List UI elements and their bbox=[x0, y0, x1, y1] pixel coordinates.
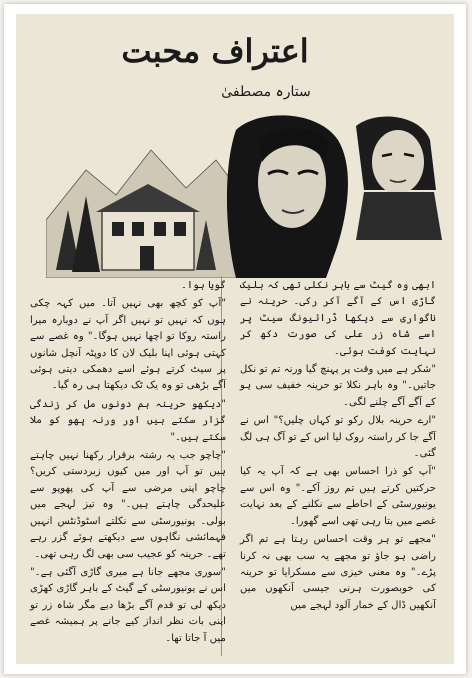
right-column bbox=[240, 278, 436, 658]
paragraph: "دیکھو حرینہ ہم دونوں مل کر زندگی گزار سکتے ہیں اور ورنہ پھو کو ملا سکتے ہیں۔" bbox=[30, 398, 226, 443]
article-body bbox=[30, 278, 444, 658]
photo-frame bbox=[4, 4, 466, 674]
story-header bbox=[16, 14, 454, 284]
paragraph: ابھی وہ گیٹ سے باہر نکلی تھی کہ بلیک گاڑی اس کے آگے آکر رکی۔ حرینہ نے ناگواری سے دیکھا ڈرائیونگ سیٹ پر اسے شاہ زر علی کی صورت دکھ کر نہایت کوفت ہوئی۔ bbox=[240, 280, 436, 357]
paragraph: "مجھے تو ہر وقت احساس رہتا ہے تم اگر راضی ہو جاؤ تو مجھے یہ سب بھی نہ کرنا پڑے۔" وہ معنی خیزی سے مسکرایا تو حرینہ کی خوبصورت ہرنی جیسی آنکھوں میں آنکھیں ڈال کے خمار آلود لہجے میں bbox=[240, 534, 436, 611]
paragraph: "سوری مجھے جانا ہے میری گاڑی آگئی ہے۔" اس نے یونیورسٹی کے گیٹ کے باہر گاڑی کھڑی دیکھ لی تو قدم آگے بڑھا دیے مگر شاہ زر تو اپنی بات نظر انداز کیے جانے پر ہمیشہ غصے میں آ جاتا تھا۔ bbox=[30, 566, 226, 644]
paragraph: "چاچو جب یہ رشتہ برقرار رکھنا نہیں چاہتے ہیں تو آپ اور میں کیوں زبردستی کریں؟ چاچو اپنی مرضی سے آپ کی پھوپو سے علیحدگی چاہتے ہیں۔" وہ تیز لہجے میں بولی۔ یونیورسٹی سے نکلتے اسٹوڈنٹس انہیں فہمائشی نگاہوں سے دیکھتے ہوئے گزر رہے تھے۔ حرینہ کو عجیب سی بھی لگ رہی تھی۔ bbox=[30, 450, 226, 560]
left-column bbox=[30, 278, 226, 658]
paragraph: "ارے حرینہ بلال رکو تو کہاں چلیں؟" اس نے آگے جا کر راستہ روک لیا اس کے تو آگ ہی لگ گئی۔ bbox=[240, 415, 436, 460]
magazine-page bbox=[16, 14, 454, 664]
story-title: اعتراف محبت bbox=[121, 32, 309, 70]
paragraph: "آپ کو ذرا احساس بھی ہے کہ آپ یہ کیا حرکتیں کرتے ہیں تم روز آکے۔" وہ اس سے یونیورسٹی کے احاطے سے نکلنے کے بعد نہایت غصے میں بتا رہی تھی اسے گھورا۔ bbox=[240, 466, 436, 527]
paragraph: "شکر ہے میں وقت پر پہنچ گیا ورنہ تم تو نکل جاتیں۔" وہ باہر نکلا تو حرینہ خفیف سی ہو کے آگے آگے چلنے لگی۔ bbox=[240, 364, 436, 408]
author-name: ستارہ مصطفیٰ bbox=[221, 84, 311, 100]
story-illustration bbox=[46, 100, 446, 278]
paragraph: گویا ہوا۔ bbox=[180, 280, 226, 291]
paragraph: "آپ کو کچھ بھی نہیں آتا۔ میں کہہ چکی ہوں کہ نہیں تو نہیں اگر آپ نے دوبارہ میرا راستہ روکا تو اچھا نہیں ہوگا۔" وہ غصے سے کہتی ہوئی اپنا بلیک لان کا دوپٹہ آنچل شانوں پر سیٹ کرتے ہوئے اسے دھمکی دیتی ہوئی آگے بڑھی تو وہ یک ٹک دیکھتا ہی رہ گیا۔ bbox=[30, 298, 226, 392]
